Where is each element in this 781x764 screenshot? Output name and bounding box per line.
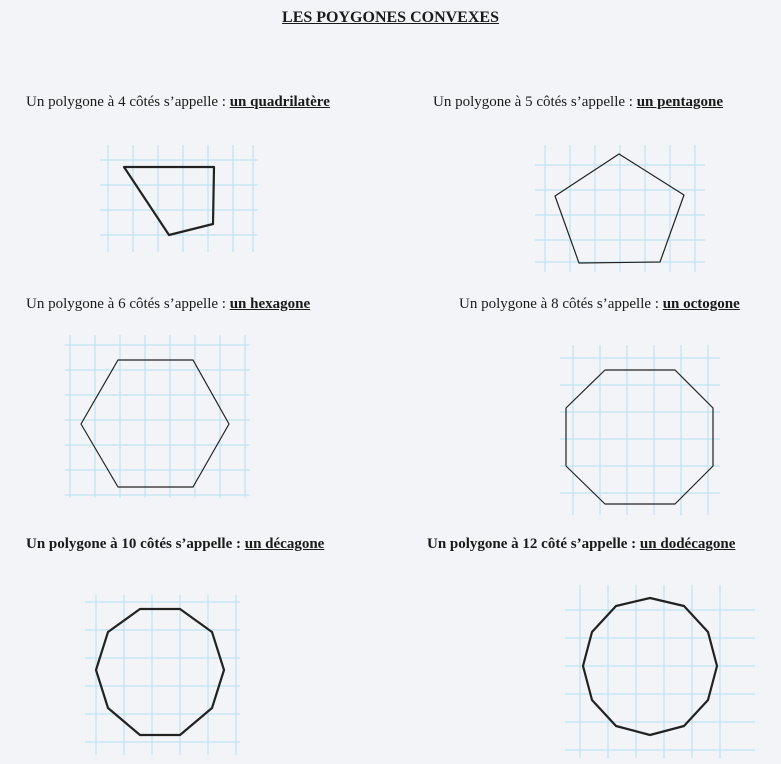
answer-dodecagon: un dodécagone [639,536,736,552]
caption-octagon [459,296,740,313]
answer-quadrilateral: un quadrilatère [229,94,330,110]
decagon-shape [96,609,224,735]
caption-pentagon [433,94,723,111]
answer-decagon: un décagone [244,536,325,552]
hexagon-figure [62,330,252,502]
quadrilateral-shape [124,167,214,235]
answer-hexagon: un hexagone [229,296,311,312]
octagon-figure [555,340,725,520]
caption-text: Un polygone à 10 côtés s’appelle : [26,536,245,552]
caption-dodecagon [427,536,735,553]
caption-hexagon [26,296,310,313]
pentagon-figure [530,142,710,277]
quadrilateral-figure [96,138,266,258]
grid-paper [100,145,258,252]
answer-pentagon: un pentagone [636,94,723,110]
octagon-shape [566,370,713,504]
grid-paper [85,595,240,755]
caption-text: Un polygone à 12 côté s’appelle : [427,536,640,552]
decagon-figure [80,590,245,760]
hexagon-shape [81,360,229,487]
caption-text: Un polygone à 4 côtés s’appelle : [26,94,230,110]
caption-quadrilateral [26,94,330,111]
answer-octagon: un octogone [662,296,740,312]
caption-text: Un polygone à 6 côtés s’appelle : [26,296,230,312]
caption-text: Un polygone à 5 côtés s’appelle : [433,94,637,110]
page-title: LES POYGONES CONVEXES [282,9,499,26]
caption-text: Un polygone à 8 côtés s’appelle : [459,296,663,312]
dodecagon-figure [560,582,760,760]
caption-decagon [26,536,324,553]
